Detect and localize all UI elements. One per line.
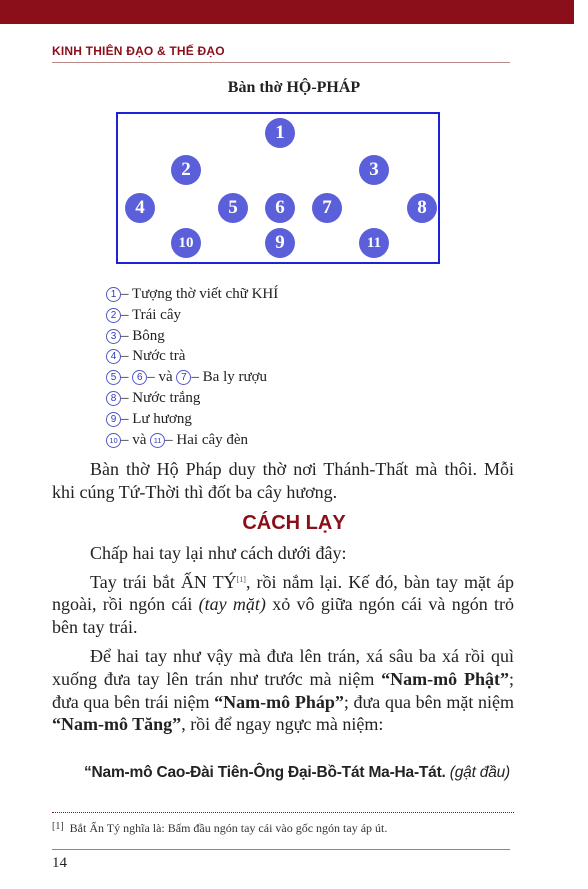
intro-section — [52, 458, 514, 510]
circled-number: 6 — [132, 370, 147, 385]
altar-position-8: 8 — [407, 193, 437, 223]
altar-position-5: 5 — [218, 193, 248, 223]
prayer-text: “Nam-mô Cao-Đài Tiên-Ông Đại-Bồ-Tát Ma-Ha-Tát. — [84, 764, 450, 781]
altar-position-2: 2 — [171, 155, 201, 185]
bold-text: “Nam-mô Tăng” — [52, 714, 182, 735]
text-run: Để hai tay như vậy mà đưa lên trán, xá sâu ba xá rồi quì xuống đưa tay lên trán như trước mà niệm — [52, 646, 514, 689]
emphasis-text: (tay mặt) — [198, 594, 266, 615]
legend-separator: – — [121, 369, 133, 386]
legend-text: – Hai cây đèn — [165, 431, 249, 448]
legend-item — [106, 409, 278, 430]
bold-text: “Nam-mô Phật” — [381, 668, 509, 689]
text-run: , rồi để ngay ngực mà niệm: — [181, 714, 384, 735]
header-divider — [52, 62, 510, 63]
footnote-mark: [1] — [52, 821, 64, 832]
text-run: ; đưa qua bên trái niệm — [52, 668, 514, 712]
altar-position-3: 3 — [359, 155, 389, 185]
legend-item — [106, 284, 278, 305]
legend-separator: – và — [147, 369, 177, 386]
footnote — [52, 821, 387, 836]
text-run: , rồi nắm lại. Kế đó, bàn tay mặt áp ngoài, rồi ngón cái — [52, 571, 514, 615]
legend-item — [106, 326, 278, 347]
paragraph — [52, 645, 514, 735]
text-run: xỏ vô giữa ngón cái và ngón trỏ bên tay trái. — [52, 594, 515, 637]
circled-number: 7 — [176, 370, 191, 385]
legend-text: – Bông — [121, 327, 165, 344]
running-head: KINH THIÊN ĐẠO & THẾ ĐẠO — [52, 44, 225, 58]
legend-text: – Trái cây — [121, 306, 181, 323]
legend-item — [106, 305, 278, 326]
circled-number: 5 — [106, 370, 121, 385]
footnote-divider — [52, 812, 514, 813]
circled-number: 10 — [106, 433, 121, 448]
circled-number: 11 — [150, 433, 165, 448]
bold-text: “Nam-mô Pháp” — [214, 691, 344, 712]
prayer-line — [84, 764, 524, 782]
altar-position-6: 6 — [265, 193, 295, 223]
legend-item — [106, 388, 278, 409]
circled-number: 1 — [106, 287, 121, 302]
legend-item — [106, 367, 278, 388]
body-section — [52, 542, 514, 743]
section-title: CÁCH LẠY — [242, 512, 346, 534]
text-run: ; đưa qua bên mặt niệm — [343, 691, 514, 712]
text-run: Tay trái bắt ẤN TÝ — [90, 571, 237, 592]
altar-position-7: 7 — [312, 193, 342, 223]
prayer-instruction: (gật đầu) — [449, 764, 511, 781]
altar-diagram — [116, 112, 440, 264]
circled-number: 8 — [106, 391, 121, 406]
diagram-title: Bàn thờ HỘ-PHÁP — [227, 79, 361, 96]
circled-number: 3 — [106, 329, 121, 344]
altar-position-4: 4 — [125, 193, 155, 223]
legend-item — [106, 346, 278, 367]
top-color-bar — [0, 0, 574, 24]
legend-list — [106, 284, 278, 450]
page-number: 14 — [52, 855, 67, 871]
circled-number: 9 — [106, 412, 121, 427]
altar-position-1: 1 — [265, 118, 295, 148]
altar-position-11: 11 — [359, 228, 389, 258]
legend-text: – Nước trắng — [121, 389, 201, 406]
legend-text: – Nước trà — [121, 348, 186, 365]
legend-text: – Ba ly rượu — [191, 369, 268, 386]
footnote-text: Bắt Ấn Tý nghĩa là: Bấm đầu ngón tay cái vào gốc ngón tay áp út. — [69, 821, 388, 835]
legend-item — [106, 430, 278, 451]
footer-divider — [52, 849, 510, 850]
paragraph: Bàn thờ Hộ Pháp duy thờ nơi Thánh-Thất mà thôi. Mỗi khi cúng Tứ-Thời thì đốt ba cây hương. — [52, 459, 514, 502]
circled-number: 2 — [106, 308, 121, 323]
circled-number: 4 — [106, 349, 121, 364]
altar-position-9: 9 — [265, 228, 295, 258]
legend-text: – Lư hương — [121, 410, 192, 427]
footnote-reference: [1] — [236, 574, 246, 584]
paragraph — [52, 569, 514, 639]
altar-position-10: 10 — [171, 228, 201, 258]
paragraph: Chấp hai tay lại như cách dưới đây: — [90, 543, 347, 563]
legend-text: – Tượng thờ viết chữ KHÍ — [121, 286, 279, 302]
legend-separator: – và — [121, 431, 151, 448]
